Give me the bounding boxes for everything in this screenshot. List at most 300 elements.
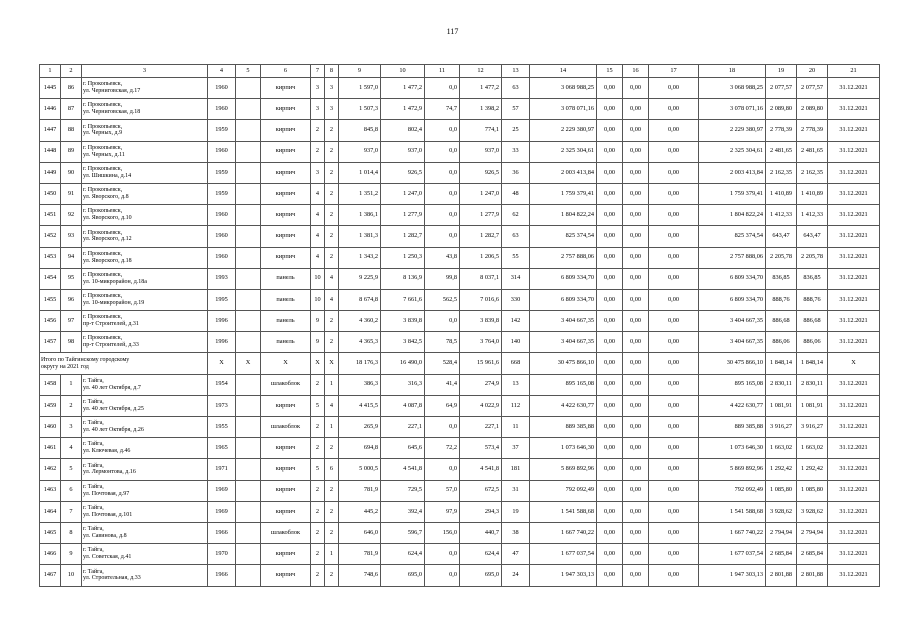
column-number: 14 [530,65,597,78]
table-cell: 0,00 [597,205,623,226]
table-cell: 2 [325,247,339,268]
table-cell: 1 206,5 [460,247,502,268]
table-cell: 31.12.2021 [828,544,880,565]
table-cell: 1 541 588,68 [699,501,766,522]
table-cell: 30 475 866,10 [530,353,597,374]
table-cell: 62 [502,205,530,226]
table-cell: 0,0 [425,544,460,565]
table-cell: 886,68 [766,311,797,332]
table-cell: 88 [61,120,82,141]
table-cell: 1 073 646,30 [699,438,766,459]
table-cell: 2 [311,480,325,501]
table-row [40,120,880,141]
table-cell [236,162,261,183]
table-cell: 4 087,8 [381,395,425,416]
table-cell: 1452 [40,226,61,247]
table-cell: 3 [311,99,325,120]
table-cell: 10 [61,565,82,586]
table-cell: 31.12.2021 [828,226,880,247]
table-cell: 1 667 740,22 [530,522,597,543]
table-cell: 0,00 [597,544,623,565]
housing-register-table [39,64,880,587]
table-cell: 2 830,11 [797,374,828,395]
table-cell: 1996 [208,332,236,353]
table-cell: 668 [502,353,530,374]
table-cell: X [208,353,236,374]
table-cell: 1 541 588,68 [530,501,597,522]
table-body [40,78,880,587]
table-cell: 1 507,3 [339,99,381,120]
table-cell: 9 225,9 [339,268,381,289]
table-cell: 624,4 [460,544,502,565]
address-cell: г. Прокопьевск, ул. Черных, д.9 [82,120,208,141]
table-cell: 0,00 [623,544,649,565]
table-cell: 1969 [208,501,236,522]
table-cell: 1 282,7 [460,226,502,247]
table-cell: 0,00 [649,247,699,268]
table-cell: 31.12.2021 [828,374,880,395]
column-number: 7 [311,65,325,78]
table-cell: 0,00 [649,438,699,459]
table-cell: 1 804 822,24 [699,205,766,226]
table-cell: 2 [325,565,339,586]
table-cell: 0,00 [597,501,623,522]
table-cell: 2 [325,438,339,459]
table-cell: 2 205,78 [797,247,828,268]
table-row [40,141,880,162]
table-cell: 0,0 [425,78,460,99]
table-cell: 1455 [40,289,61,310]
address-cell: г. Тайга, ул. Ключевая, д.46 [82,438,208,459]
table-cell: 886,68 [797,311,828,332]
table-cell: 2 [325,501,339,522]
table-cell: 64,9 [425,395,460,416]
table-cell: кирпич [261,544,311,565]
column-number: 11 [425,65,460,78]
address-cell: г. Прокопьевск, ул. Черных, д.11 [82,141,208,162]
table-cell: панель [261,289,311,310]
column-number: 1 [40,65,61,78]
column-number: 20 [797,65,828,78]
table-cell [236,438,261,459]
table-cell: 1466 [40,544,61,565]
table-cell: 1971 [208,459,236,480]
table-cell: 1 663,02 [766,438,797,459]
table-cell: кирпич [261,459,311,480]
table-cell: 93 [61,226,82,247]
table-cell: 2 757 888,06 [699,247,766,268]
table-cell: 3 928,62 [797,501,828,522]
table-cell: 36 [502,162,530,183]
table-cell: 528,4 [425,353,460,374]
table-cell: 3 404 667,35 [699,332,766,353]
table-cell: 15 961,6 [460,353,502,374]
table-cell: 1 386,1 [339,205,381,226]
table-cell: 227,1 [460,417,502,438]
table-row [40,162,880,183]
table-cell: 836,85 [766,268,797,289]
table-cell: 1995 [208,289,236,310]
table-cell: 0,00 [649,183,699,204]
table-cell: 2 [325,332,339,353]
table-cell: 0,00 [597,565,623,586]
table-cell: 1 477,2 [381,78,425,99]
table-cell: 1 247,0 [460,183,502,204]
table-cell: 2 [325,311,339,332]
table-cell: 63 [502,226,530,247]
table-cell: 1457 [40,332,61,353]
table-cell: 0,00 [597,332,623,353]
table-cell: 4 422 630,77 [699,395,766,416]
table-cell: 3 [311,162,325,183]
table-cell [236,480,261,501]
address-cell: г. Тайга, ул. Советская, д.41 [82,544,208,565]
table-cell: 31.12.2021 [828,417,880,438]
table-row [40,311,880,332]
column-number: 8 [325,65,339,78]
table-cell: X [311,353,325,374]
table-row [40,417,880,438]
table-cell: 1966 [208,565,236,586]
table-cell: 16 490,0 [381,353,425,374]
table-cell: 1 477,2 [460,78,502,99]
table-cell: 31.12.2021 [828,459,880,480]
table-cell: 89 [61,141,82,162]
table-cell: 2 [311,417,325,438]
table-cell: 3 916,27 [797,417,828,438]
table-cell: 0,00 [649,501,699,522]
table-cell: 1 410,89 [797,183,828,204]
table-cell: кирпич [261,438,311,459]
table-row [40,480,880,501]
table-cell: 1 343,2 [339,247,381,268]
table-cell: 596,7 [381,522,425,543]
table-cell [236,247,261,268]
table-cell: 1 412,33 [797,205,828,226]
table-row [40,459,880,480]
table-cell: 895 165,08 [699,374,766,395]
table-cell: 316,3 [381,374,425,395]
table-cell: 1 250,3 [381,247,425,268]
table-cell: 1966 [208,522,236,543]
table-cell: 729,5 [381,480,425,501]
table-cell: 1973 [208,395,236,416]
table-cell: 886,06 [797,332,828,353]
table-cell [236,332,261,353]
table-cell: 74,7 [425,99,460,120]
table-cell: 445,2 [339,501,381,522]
table-row [40,289,880,310]
table-cell: 0,00 [623,226,649,247]
table-cell: 1 804 822,24 [530,205,597,226]
table-cell: кирпич [261,183,311,204]
table-cell: 937,0 [381,141,425,162]
table-cell: 31.12.2021 [828,78,880,99]
table-cell: 2 [311,565,325,586]
table-cell: 274,9 [460,374,502,395]
table-cell: 440,7 [460,522,502,543]
table-cell: 937,0 [339,141,381,162]
table-cell: 0,00 [623,162,649,183]
table-cell: кирпич [261,78,311,99]
table-cell: 2 229 380,97 [699,120,766,141]
table-cell: 0,00 [623,205,649,226]
table-cell: 294,3 [460,501,502,522]
table-cell: 0,00 [597,438,623,459]
table-cell: 0,00 [623,565,649,586]
table-cell: 7 016,6 [460,289,502,310]
table-cell: 1965 [208,438,236,459]
table-cell: 3 078 071,16 [530,99,597,120]
table-cell: 1960 [208,247,236,268]
table-cell: 31.12.2021 [828,395,880,416]
table-cell: 0,00 [597,162,623,183]
table-cell: 0,00 [649,395,699,416]
table-cell [236,141,261,162]
table-cell: 5 000,5 [339,459,381,480]
table-cell: 1 085,80 [766,480,797,501]
table-cell: 0,00 [649,459,699,480]
table-cell: 5 [61,459,82,480]
table-cell: кирпич [261,226,311,247]
table-row [40,247,880,268]
column-number: 3 [82,65,208,78]
table-cell: 0,0 [425,459,460,480]
table-cell: 4 422 630,77 [530,395,597,416]
table-cell: 1960 [208,205,236,226]
table-cell: 1 472,9 [381,99,425,120]
table-cell: 1464 [40,501,61,522]
table-cell: 1447 [40,120,61,141]
table-cell: 1445 [40,78,61,99]
table-cell: 2 778,39 [766,120,797,141]
table-cell: 1460 [40,417,61,438]
table-cell: 1960 [208,99,236,120]
column-number: 21 [828,65,880,78]
table-cell: 6 [325,459,339,480]
table-cell: 96 [61,289,82,310]
table-cell: 5 [311,459,325,480]
table-row [40,544,880,565]
table-cell [236,501,261,522]
table-cell: 31.12.2021 [828,332,880,353]
table-cell: 41,4 [425,374,460,395]
table-cell: 43,8 [425,247,460,268]
table-cell: 1 759 379,41 [530,183,597,204]
table-cell: 55 [502,247,530,268]
table-cell: 0,00 [623,395,649,416]
table-cell: 86 [61,78,82,99]
table-cell: 1 292,42 [766,459,797,480]
table-cell: 2 [311,522,325,543]
table-cell: 3 839,8 [460,311,502,332]
table-cell: 330 [502,289,530,310]
table-cell: 1453 [40,247,61,268]
table-cell: 0,00 [649,311,699,332]
table-cell: 4 541,8 [381,459,425,480]
summary-row [40,353,880,374]
table-cell: 1 667 740,22 [699,522,766,543]
column-number: 18 [699,65,766,78]
table-cell: 1 677 037,54 [530,544,597,565]
table-cell: 774,1 [460,120,502,141]
table-cell: 98 [61,332,82,353]
page-number: 117 [446,27,459,36]
table-cell: 1 398,2 [460,99,502,120]
table-cell: 0,00 [623,311,649,332]
table-cell: 2 229 380,97 [530,120,597,141]
table-cell: 0,00 [649,78,699,99]
table-cell: 0,00 [649,162,699,183]
table-cell: 0,00 [623,438,649,459]
table-cell: 1996 [208,311,236,332]
table-cell: 1993 [208,268,236,289]
table-cell: 4 [311,226,325,247]
table-cell: 573,4 [460,438,502,459]
table-cell: 31.12.2021 [828,522,880,543]
table-cell: 31.12.2021 [828,162,880,183]
table-cell: 156,0 [425,522,460,543]
table-cell: 1 073 646,30 [530,438,597,459]
table-cell [236,205,261,226]
table-cell: 937,0 [460,141,502,162]
table-cell: шлакоблок [261,522,311,543]
table-cell: 1 848,14 [766,353,797,374]
table-cell [236,395,261,416]
table-cell: шлакоблок [261,417,311,438]
table-cell [236,459,261,480]
table-cell: 31.12.2021 [828,438,880,459]
table-cell: 0,00 [597,395,623,416]
table-cell: 695,0 [381,565,425,586]
table-cell: 0,00 [623,374,649,395]
table-cell [236,120,261,141]
table-cell: 1 947 303,13 [530,565,597,586]
table-cell: 0,00 [623,289,649,310]
table-cell: 1458 [40,374,61,395]
table-cell: 3 [325,78,339,99]
address-cell: г. Прокопьевск, ул. 10-микрорайон, д.18а [82,268,208,289]
table-cell: 0,00 [597,268,623,289]
table-cell [236,99,261,120]
table-cell: 0,00 [597,311,623,332]
table-cell: 2 778,39 [797,120,828,141]
table-cell: кирпич [261,120,311,141]
table-cell: 2 [311,374,325,395]
table-cell: 1 014,4 [339,162,381,183]
table-cell: 1 [325,374,339,395]
table-cell: кирпич [261,162,311,183]
table-cell: 645,6 [381,438,425,459]
table-cell: 1456 [40,311,61,332]
table-cell: 392,4 [381,501,425,522]
table-cell: 0,00 [597,120,623,141]
table-cell: 3 [61,417,82,438]
table-cell: 2 481,65 [766,141,797,162]
table-cell: кирпич [261,247,311,268]
table-cell: 825 374,54 [699,226,766,247]
table-cell: 31 [502,480,530,501]
table-cell: 4 [325,268,339,289]
table-cell: кирпич [261,141,311,162]
table-cell: 2 801,88 [766,565,797,586]
table-cell: 0,00 [597,522,623,543]
table-cell: 37 [502,438,530,459]
table-cell: 1467 [40,565,61,586]
table-cell: 889 385,88 [530,417,597,438]
table-cell: 6 809 334,70 [530,289,597,310]
table-cell: 0,0 [425,417,460,438]
table-cell: 2 757 888,06 [530,247,597,268]
table-cell: 10 [311,268,325,289]
table-cell: 386,3 [339,374,381,395]
table-row [40,183,880,204]
table-cell: кирпич [261,480,311,501]
table-cell: 9 [61,544,82,565]
table-cell: 3 068 988,25 [530,78,597,99]
table-cell: 792 092,49 [530,480,597,501]
table-cell: 2 830,11 [766,374,797,395]
table-cell: 2 325 304,61 [699,141,766,162]
table-cell: 2 [325,226,339,247]
table-cell: 781,9 [339,480,381,501]
table-cell: 646,0 [339,522,381,543]
table-cell: 31.12.2021 [828,480,880,501]
table-cell: 6 809 334,70 [699,289,766,310]
table-cell: 0,00 [597,99,623,120]
table-cell: 4 [325,289,339,310]
table-cell: 0,00 [623,183,649,204]
table-cell: 6 809 334,70 [530,268,597,289]
table-cell: 8 [61,522,82,543]
table-cell: 0,00 [597,417,623,438]
table-cell [236,417,261,438]
address-cell: г. Тайга, ул. Строительная, д.33 [82,565,208,586]
table-cell: 694,8 [339,438,381,459]
table-cell: 1465 [40,522,61,543]
address-cell: г. Прокопьевск, ул. 10-микрорайон, д.19 [82,289,208,310]
table-cell: 836,85 [797,268,828,289]
table-cell: 1 663,02 [797,438,828,459]
column-number: 15 [597,65,623,78]
table-cell: 1 [325,417,339,438]
table-cell: 3 068 988,25 [699,78,766,99]
table-cell: 7 [61,501,82,522]
table-cell: 47 [502,544,530,565]
table-cell: 4 360,2 [339,311,381,332]
table-cell: 91 [61,183,82,204]
table-cell: кирпич [261,395,311,416]
table-cell: 2 [325,480,339,501]
table-cell: 0,00 [623,268,649,289]
table-cell: 31.12.2021 [828,501,880,522]
table-cell: 3 916,27 [766,417,797,438]
table-cell: 25 [502,120,530,141]
table-cell: 1 081,91 [797,395,828,416]
table-cell: 97,9 [425,501,460,522]
table-cell: 3 764,0 [460,332,502,353]
table-cell: 2 162,35 [766,162,797,183]
address-cell: г. Прокопьевск, ул. Шишкина, д.14 [82,162,208,183]
table-cell: 0,0 [425,141,460,162]
table-cell: 99,8 [425,268,460,289]
table-cell: 1 085,80 [797,480,828,501]
table-cell: 0,00 [597,183,623,204]
table-cell: 1 848,14 [797,353,828,374]
table-cell: 0,0 [425,226,460,247]
table-cell: 1 277,9 [460,205,502,226]
table-cell: 18 176,3 [339,353,381,374]
